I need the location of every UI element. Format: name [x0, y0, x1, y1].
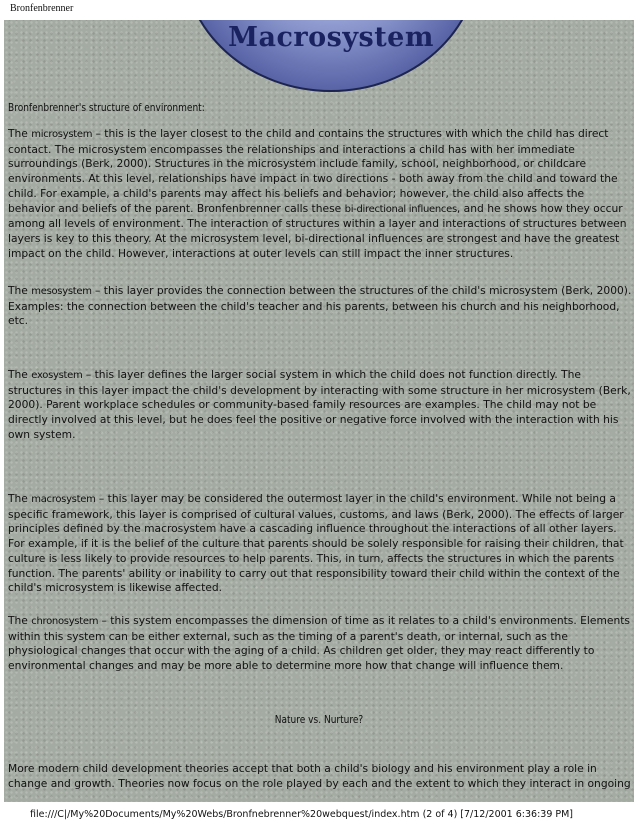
microsystem-text2: , and he shows how they occur among all levels of environment. The interaction of structures within a layer and interactions of structures between layers is key to this theory. At the microsystem level, bi-directional influences are strongest and have the greatest impact on the child. However, interactions at outer levels can still impact the inner structures. [8, 201, 627, 260]
mesosystem-lead: The [8, 284, 32, 297]
exosystem-term: exosystem [31, 370, 83, 381]
mesosystem-text: – this layer provides the connection between the structures of the child's microsystem (Berk, 2000). Examples: the connection between the child's teacher and his parents, between his church and his neighborhood, etc. [8, 284, 632, 328]
page-title: Bronfenbrenner [10, 3, 74, 14]
mesosystem-term: mesosystem [31, 286, 92, 297]
section-heading [8, 96, 248, 115]
disc-label: Macrosystem [228, 22, 434, 53]
chronosystem-lead: The [8, 614, 32, 627]
microsystem-text1: – this is the layer closest to the child and contains the structures with which the child has direct contact. The microsystem encompasses the relationships and interactions a child has with her immediate surroundings (Berk, 2000). Structures in the microsystem include family, school, neighborhood, or childcare environments. At this level, relationships have impact in two directions - both away from the child and toward the child. For example, a child's parents may affect his beliefs and behavior; however, the child also affects the behavior and beliefs of the parent. Bronfenbrenner calls these [8, 127, 618, 215]
nature-heading-text: Nature vs. Nurture? [274, 713, 364, 726]
macrosystem-lead: The [8, 492, 32, 505]
file-path-footer: file:///C|/My%20Documents/My%20Webs/Bronfnebrenner%20webquest/index.htm (2 of 4) [7/12/2001 6:36:39 PM] [30, 809, 574, 820]
exosystem-lead: The [8, 368, 32, 381]
chronosystem-paragraph [8, 614, 632, 674]
bi-directional-term: bi-directional influences [344, 203, 457, 215]
microsystem-paragraph [8, 127, 632, 261]
microsystem-term: microsystem [31, 129, 93, 140]
print-header [0, 0, 638, 20]
chronosystem-term: chronosystem [31, 616, 99, 627]
macrosystem-paragraph [8, 492, 632, 596]
mesosystem-paragraph [8, 284, 632, 329]
macrosystem-text: – this layer may be considered the outermost layer in the child's environment. While not being a specific framework, this layer is comprised of cultural values, customs, and laws (Berk, 2000). The effects of larger principles defined by the macrosystem have a cascading influence throughout the interactions of all other layers. For example, if it is the belief of the culture that parents should be solely responsible for raising their children, that culture is less likely to provide resources to help parents. This, in turn, affects the structures in which the parents function. The parents' ability or inability to carry out that responsibility toward their child within the context of the child's microsystem is likewise affected. [8, 492, 624, 595]
macrosystem-term: macrosystem [31, 494, 96, 505]
heading-text: Bronfenbrenner's structure of environment: [8, 101, 205, 114]
exosystem-text: – this layer defines the larger social system in which the child does not function directly. The structures in this layer impact the child's development by interacting with some structure in her microsystem (Berk, 2000). Parent workplace schedules or community-based family resources are examples. The child may not be directly involved at this level, but he does feel the positive or negative force involved with the interaction with his own system. [8, 368, 631, 441]
print-footer [0, 802, 638, 826]
nature-vs-nurture-heading [4, 708, 634, 727]
chronosystem-text: – this system encompasses the dimension of time as it relates to a child's environments. Elements within this system can be either external, such as the timing of a parent's death, or internal, such as the physiological changes that occur with the aging of a child. As children get older, they may react differently to environmental changes and may be more able to determine more how that change will influence them. [8, 614, 630, 673]
closing-paragraph: More modern child development theories accept that both a child's biology and his environment play a role in change and growth. Theories now focus on the role played by each and the extent to which they interact in ongoing [8, 762, 631, 790]
document-page [4, 20, 634, 802]
macrosystem-disc-graphic [182, 20, 480, 92]
microsystem-lead: The [8, 127, 32, 140]
exosystem-paragraph [8, 368, 632, 443]
